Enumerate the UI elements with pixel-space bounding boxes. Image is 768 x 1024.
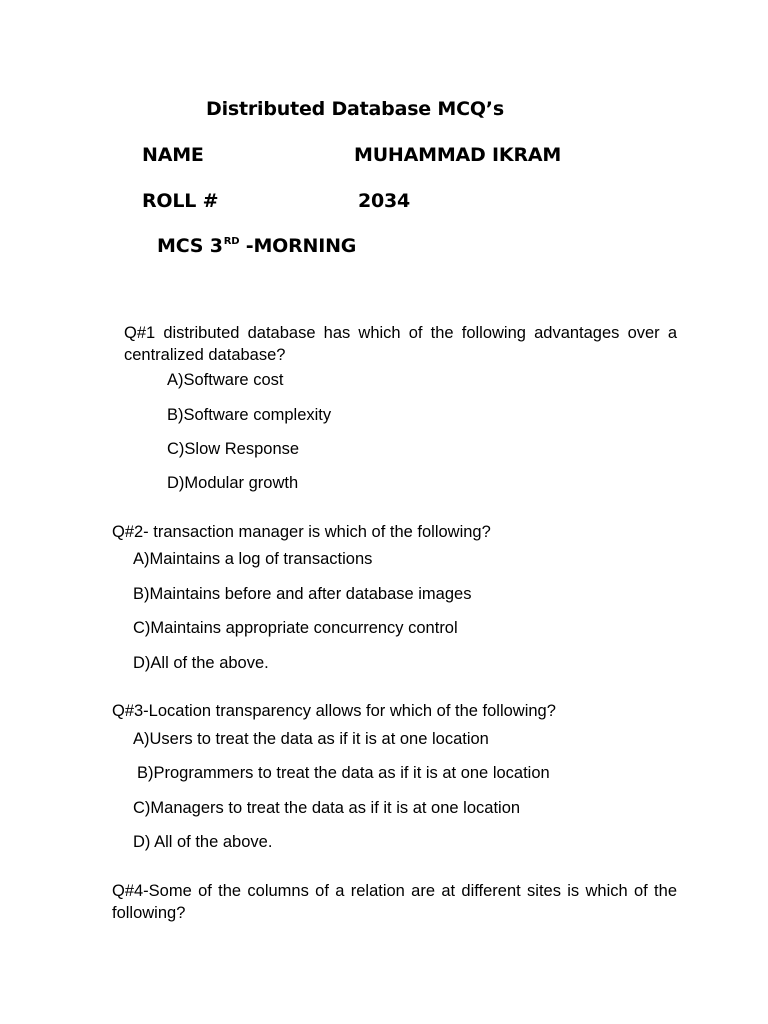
class-line xyxy=(157,234,356,262)
roll-value: 2034 xyxy=(358,190,411,212)
question-3-option-b: B)Programmers to treat the data as if it is at one location xyxy=(137,764,550,782)
class-superscript: RD xyxy=(223,236,240,247)
name-label: NAME xyxy=(142,144,204,166)
question-1-option-b: B)Software complexity xyxy=(167,406,332,424)
question-2-option-a: A)Maintains a log of transactions xyxy=(133,550,373,568)
question-2-option-b: B)Maintains before and after database images xyxy=(133,585,472,603)
question-2-option-d: D)All of the above. xyxy=(133,654,269,672)
document-title: Distributed Database MCQ’s xyxy=(206,98,504,120)
question-3-option-c: C)Managers to treat the data as if it is at one location xyxy=(133,799,521,817)
question-3-text: Q#3-Location transparency allows for which of the following? xyxy=(112,702,556,720)
roll-label: ROLL # xyxy=(142,190,219,212)
question-2-option-c: C)Maintains appropriate concurrency control xyxy=(133,619,458,637)
question-3-option-d: D) All of the above. xyxy=(133,833,273,851)
question-4-text: Q#4-Some of the columns of a relation are at different sites is which of the following? xyxy=(112,882,677,922)
question-1-option-a: A)Software cost xyxy=(167,371,284,389)
question-3-option-a: A)Users to treat the data as if it is at one location xyxy=(133,730,489,748)
class-prefix: MCS 3 xyxy=(157,235,223,257)
question-1-option-c: C)Slow Response xyxy=(167,440,300,458)
name-value: MUHAMMAD IKRAM xyxy=(354,144,562,166)
class-suffix: -MORNING xyxy=(239,235,357,257)
question-1-text: Q#1 distributed database has which of the following advantages over a centralized database? xyxy=(124,324,677,364)
question-2-text: Q#2- transaction manager is which of the following? xyxy=(112,523,491,541)
question-1-option-d: D)Modular growth xyxy=(167,474,299,492)
